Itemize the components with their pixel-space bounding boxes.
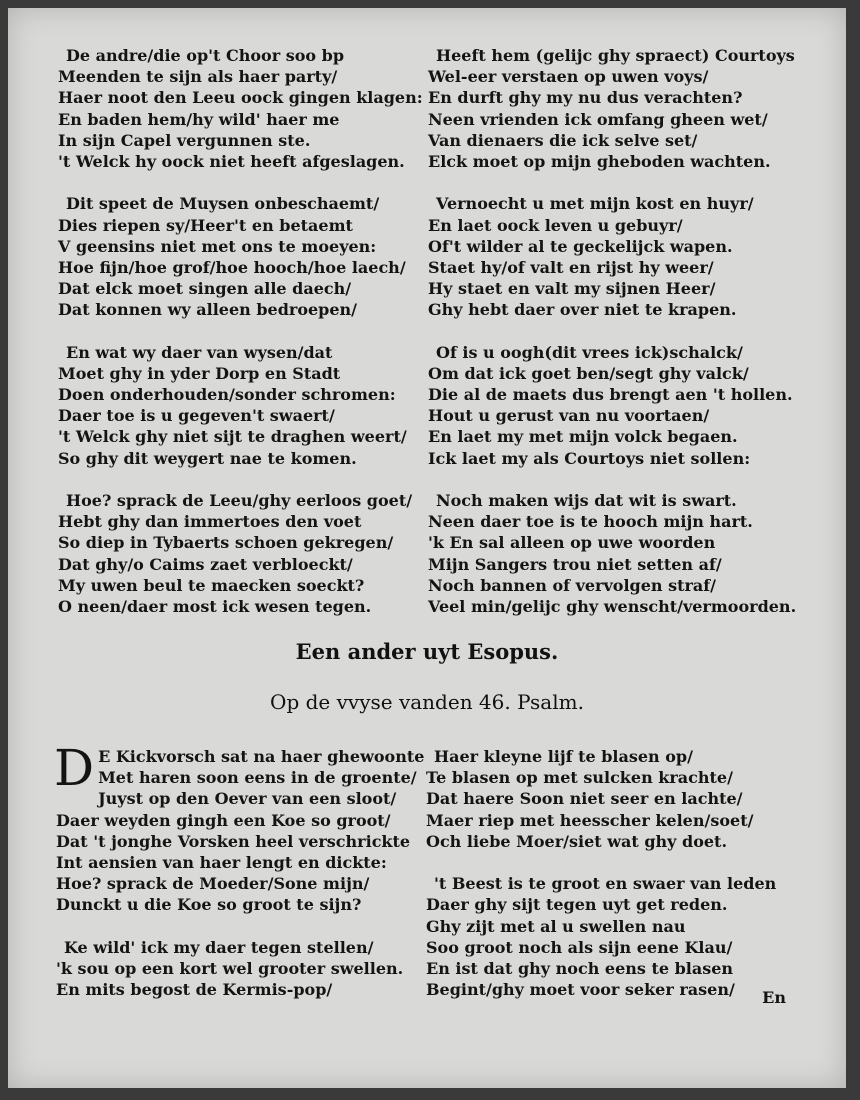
verse-line: Hoe? sprack de Leeu/ghy eerloos goet/ xyxy=(66,490,413,510)
verse-line: Begint/ghy moet voor seker rasen/ xyxy=(426,980,735,1000)
verse-line: Die al de maets dus brengt aen 't hollen. xyxy=(428,385,793,404)
verse-line: Ick laet my als Courtoys niet sollen: xyxy=(428,448,751,468)
verse-line: Daer weyden gingh een Koe so groot/ xyxy=(56,810,391,830)
verse-line: Och liebe Moer/siet wat ghy doet. xyxy=(426,831,728,851)
bottom-left-column xyxy=(54,739,425,1000)
verse-line: 't Welck ghy niet sijt te draghen weert/ xyxy=(58,427,407,447)
verse-line: Hoe fijn/hoe grof/hoe hooch/hoe laech/ xyxy=(58,257,406,277)
verse-line: Ghy zijt met al u swellen nau xyxy=(426,916,686,936)
verse-line: So ghy dit weygert nae te komen. xyxy=(58,448,357,468)
tune-subtitle: Op de vvyse vanden 46. Psalm. xyxy=(270,690,584,714)
stanza-gap xyxy=(426,852,776,873)
verse-line: En laet my met mijn volck begaen. xyxy=(428,427,738,447)
verse-line: 'k sou op een kort wel grooter swellen. xyxy=(56,958,404,978)
verse-line: En mits begost de Kermis-pop/ xyxy=(56,980,333,1000)
drop-capital: D xyxy=(54,739,95,797)
verse-line: My uwen beul te maecken soeckt? xyxy=(58,575,365,595)
verse-line: Dat konnen wy alleen bedroepen/ xyxy=(58,300,358,320)
verse-line: Om dat ick goet ben/segt ghy valck/ xyxy=(428,363,749,383)
verse-line: Dat haere Soon niet seer en lachte/ xyxy=(426,789,743,809)
verse-line: Hy staet en valt my sijnen Heer/ xyxy=(428,279,716,299)
top-right-column xyxy=(428,45,796,617)
verse-line: En baden hem/hy wild' haer me xyxy=(58,109,340,129)
verse-line: En laet oock leven u gebuyr/ xyxy=(428,215,683,235)
verse-line: Juyst op den Oever van een sloot/ xyxy=(98,789,397,809)
verse-line: O neen/daer most ick wesen tegen. xyxy=(58,596,372,616)
verse-line: Ghy hebt daer over niet te krapen. xyxy=(428,300,737,320)
verse-line: Mijn Sangers trou niet setten af/ xyxy=(428,554,722,574)
verse-line: Haer kleyne lijf te blasen op/ xyxy=(434,747,693,766)
verse-line: Soo groot noch als sijn eene Klau/ xyxy=(426,937,733,957)
verse-line: Daer toe is u gegeven't swaert/ xyxy=(58,406,335,426)
verse-line: Of't wilder al te geckelijck wapen. xyxy=(428,236,733,256)
verse-line: Of is u oogh(dit vrees ick)schalck/ xyxy=(436,342,743,362)
verse-line: Doen onderhouden/sonder schromen: xyxy=(58,385,396,404)
verse-line: Haer noot den Leeu oock gingen klagen: xyxy=(58,88,423,108)
verse-line: Dat 't jonghe Vorsken heel verschrickte xyxy=(56,831,411,851)
verse-line: Noch maken wijs dat wit is swart. xyxy=(436,490,737,510)
verse-line: Veel min/gelijc ghy wenscht/vermoorden. xyxy=(428,596,797,616)
verse-line: Neen daer toe is te hooch mijn hart. xyxy=(428,512,753,532)
verse-line: Elck moet op mijn gheboden wachten. xyxy=(428,151,771,171)
verse-line: En durft ghy my nu dus verachten? xyxy=(428,88,743,108)
verse-line: Noch bannen of vervolgen straf/ xyxy=(428,575,717,595)
verse-line: So diep in Tybaerts schoen gekregen/ xyxy=(58,533,394,553)
verse-line: Neen vrienden ick omfang gheen wet/ xyxy=(428,109,768,129)
verse-line: Int aensien van haer lengt en dickte: xyxy=(56,852,387,872)
verse-line: Dat elck moet singen alle daech/ xyxy=(58,279,352,299)
verse-line: Hoe? sprack de Moeder/Sone mijn/ xyxy=(56,874,370,894)
stanza-gap xyxy=(56,916,410,937)
catchword: En xyxy=(762,988,786,1007)
verse-line: Dies riepen sy/Heer't en betaemt xyxy=(58,215,353,235)
top-left-column xyxy=(58,45,423,617)
verse-line: Vernoecht u met mijn kost en huyr/ xyxy=(436,194,754,214)
verse-line: De andre/die op't Choor soo bp xyxy=(66,46,345,65)
verse-line: 't Welck hy oock niet heeft afgeslagen. xyxy=(58,151,405,171)
verse-line: Daer ghy sijt tegen uyt get reden. xyxy=(426,895,728,915)
verse-line: V geensins niet met ons te moeyen: xyxy=(58,236,377,256)
book-page xyxy=(8,8,846,1088)
verse-line: Dunckt u die Koe so groot te sijn? xyxy=(56,895,362,915)
verse-line: Maer riep met heesscher kelen/soet/ xyxy=(426,810,754,830)
stanza-gap xyxy=(58,469,423,490)
verse-line: Met haren soon eens in de groente/ xyxy=(98,768,417,788)
verse-line: 't Beest is te groot en swaer van leden xyxy=(434,874,777,894)
stanza-gap xyxy=(428,469,796,490)
verse-line: Hout u gerust van nu voortaen/ xyxy=(428,406,710,426)
verse-line: 'k En sal alleen op uwe woorden xyxy=(428,533,716,553)
verse-line: Wel-eer verstaen op uwen voys/ xyxy=(428,67,709,87)
verse-line: Te blasen op met sulcken krachte/ xyxy=(426,768,733,788)
section-title: Een ander uyt Esopus. xyxy=(295,639,559,664)
verse-line: In sijn Capel vergunnen ste. xyxy=(58,130,311,150)
verse-line: Heeft hem (gelijc ghy spraect) Courtoys xyxy=(436,46,795,65)
verse-line: Ke wild' ick my daer tegen stellen/ xyxy=(64,937,374,957)
verse-line: En wat wy daer van wysen/dat xyxy=(66,342,333,362)
verse-line: En ist dat ghy noch eens te blasen xyxy=(426,958,734,978)
verse-line: Dit speet de Muysen onbeschaemt/ xyxy=(66,194,380,214)
verse-line: Meenden te sijn als haer party/ xyxy=(58,67,338,87)
verse-line: Dat ghy/o Caims zaet verbloeckt/ xyxy=(58,554,353,574)
stanza-gap xyxy=(58,172,423,193)
bottom-right-column xyxy=(426,746,776,1000)
stanza-gap xyxy=(428,172,796,193)
verse-line: E Kickvorsch sat na haer ghewoonte xyxy=(98,747,425,766)
stanza-gap xyxy=(428,320,796,341)
verse-line: Hebt ghy dan immertoes den voet xyxy=(58,512,362,532)
stanza-gap xyxy=(58,320,423,341)
verse-line: Van dienaers die ick selve set/ xyxy=(428,130,698,150)
verse-line: Moet ghy in yder Dorp en Stadt xyxy=(58,363,341,383)
verse-line: Staet hy/of valt en rijst hy weer/ xyxy=(428,257,714,277)
